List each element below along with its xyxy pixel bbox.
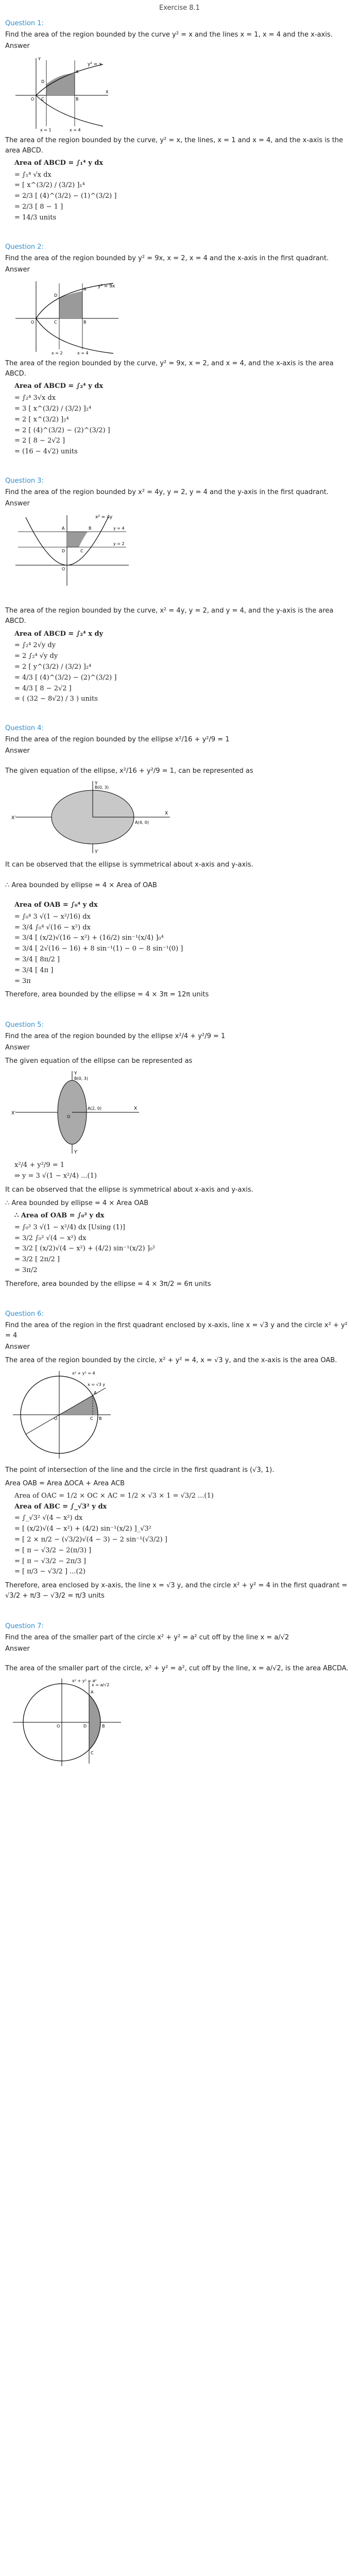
step: = 3/4 [ 2√(16 − 16) + 8 sin⁻¹(1) − 0 − 8 sin⁻¹(0) ] — [14, 945, 183, 953]
question-2 — [5, 242, 354, 457]
graph-q2 — [10, 277, 124, 354]
point-c: C — [80, 549, 83, 554]
question-1 — [5, 19, 354, 223]
line-label-2: x = 2 — [52, 351, 63, 355]
figure-q7 — [10, 1676, 354, 1769]
point-b: B — [76, 96, 79, 101]
point-a: A — [62, 526, 65, 531]
solution-steps — [14, 629, 354, 705]
step: = 3/4 ∫₀⁴ √(16 − x²) dx — [14, 923, 91, 931]
question-text: Find the area of the region bounded by y² = 9x, x = 2, x = 4 and the x-axis in the first quadrant. — [5, 254, 329, 262]
solution-steps — [14, 158, 354, 224]
point-b: B — [89, 526, 92, 531]
question-text: Find the area of the smaller part of the circle x² + y² = a² cut off by the line x = a/√2 — [5, 1633, 289, 1641]
question-3 — [5, 476, 354, 705]
question-heading: Question 2: — [5, 243, 44, 251]
step: = 2 [ (4)^(3/2) − (2)^(3/2) ] — [14, 426, 110, 434]
line-label-1: x = 1 — [40, 127, 52, 131]
point-a: A — [76, 69, 79, 74]
step: = 3π — [14, 977, 31, 985]
curve-label: y² = x — [88, 61, 102, 67]
step: = 3/2 ∫₀² √(4 − x²) dx — [14, 1234, 87, 1242]
graph-q6 — [10, 1368, 113, 1461]
question-heading: Question 1: — [5, 20, 44, 28]
question-heading: Question 3: — [5, 477, 44, 485]
symmetry-text: It can be observed that the ellipse is symmetrical about x-axis and y-axis. — [5, 1185, 253, 1194]
step: = 2 ∫₂⁴ √y dy — [14, 652, 58, 660]
axis-x: X — [134, 1106, 138, 1112]
solution-text: The given equation of the ellipse can be represented as — [5, 1057, 193, 1065]
answer-label: Answer — [5, 747, 30, 755]
circle-label: x² + y² = a² — [72, 1679, 97, 1684]
origin: O — [57, 1724, 60, 1729]
point-c: C — [90, 1416, 93, 1421]
conclusion-text: Therefore, area bounded by the ellipse = 4 × 3π/2 = 6π units — [5, 1280, 211, 1288]
point-b: B — [83, 320, 87, 325]
solution-text: The area of the region bounded by the curve, y² = 9x, x = 2, and x = 4, and the x-axis is the area ABCD. — [5, 360, 334, 378]
figure-q1 — [10, 54, 354, 131]
step: = 3/4 [ 8π/2 ] — [14, 956, 60, 964]
axis-x-neg: X′ — [11, 815, 16, 821]
point-d: D — [83, 1724, 87, 1729]
solution-steps — [14, 1491, 354, 1578]
step: = 3π/2 — [14, 1266, 38, 1274]
answer-label: Answer — [5, 265, 30, 274]
point-a: A(4, 0) — [135, 820, 149, 825]
axis-y: Y — [38, 56, 41, 61]
origin: O — [62, 567, 65, 572]
step: = 3/2 [ 2π/2 ] — [14, 1256, 60, 1264]
solution-steps — [14, 900, 354, 987]
step: = (16 − 4√2) units — [14, 448, 78, 456]
point-d: D — [62, 549, 65, 554]
axis-y: Y — [95, 781, 98, 786]
point-a: A — [83, 287, 87, 292]
step: Area of ABC = ∫_√3² y dx — [14, 1502, 107, 1511]
graph-q3 — [10, 511, 134, 588]
step: = [ 2 × π/2 − (√3/2)√(4 − 3) − 2 sin⁻¹(√3/2) ] — [14, 1536, 167, 1544]
axis-x: X — [165, 810, 168, 816]
step: = ∫_√3² √(4 − x²) dx — [14, 1514, 83, 1522]
question-text: Find the area of the region bounded by the ellipse x²/4 + y²/9 = 1 — [5, 1032, 226, 1040]
question-text: Find the area of the region bounded by x² = 4y, y = 2, y = 4 and the y-axis in the first quadrant. — [5, 488, 329, 497]
curve-label: x² = 4y — [95, 515, 113, 520]
point-b: B — [99, 1416, 102, 1421]
axis-x: X — [106, 89, 109, 94]
step: = [ π/3 − √3/2 ] ...(2) — [14, 1568, 86, 1576]
point-d: D — [54, 293, 58, 298]
axis-y: Y — [74, 1071, 77, 1077]
line-label-4: y = 4 — [113, 526, 125, 531]
solution-text: The area of the region bounded by the curve, y² = x, the lines, x = 1 and x = 4, and the x-axis is the area ABCD. — [5, 136, 344, 155]
origin: O — [67, 1114, 71, 1120]
point-c: C — [91, 1751, 94, 1756]
point-d: D — [41, 79, 45, 84]
point-a: A — [94, 1390, 97, 1395]
step: = 4/3 [ (4)^(3/2) − (2)^(3/2) ] — [14, 673, 117, 682]
circle-label: x² + y² = 4 — [72, 1370, 95, 1376]
point-c: C — [54, 320, 57, 325]
question-text: Find the area of the region bounded by the ellipse x²/16 + y²/9 = 1 — [5, 736, 230, 744]
answer-label: Answer — [5, 1043, 30, 1052]
step: = 2 [ y^(3/2) / (3/2) ]₂⁴ — [14, 663, 92, 671]
step: = ∫₂⁴ 2√y dy — [14, 641, 56, 650]
figure-q4 — [10, 778, 354, 856]
step: = 2/3 [ 8 − 1 ] — [14, 203, 63, 211]
step: Area of ABCD = ∫₂⁴ x dy — [14, 630, 104, 638]
question-4 — [5, 723, 354, 1000]
step: Area of OAC = 1/2 × OC × AC = 1/2 × √3 × 1 = √3/2 ...(1) — [14, 1492, 214, 1500]
step: = 4/3 [ 8 − 2√2 ] — [14, 684, 72, 692]
point-c: C — [41, 96, 44, 101]
ellipse-equation — [14, 1160, 354, 1182]
step: = ∫₁⁴ √x dx — [14, 171, 52, 179]
step: = 3 [ x^(3/2) / (3/2) ]₂⁴ — [14, 404, 92, 413]
answer-label: Answer — [5, 1343, 30, 1351]
question-heading: Question 5: — [5, 1021, 44, 1029]
axis-x-neg: X′ — [11, 1111, 16, 1116]
step: = ∫₀⁴ 3 √(1 − x²/16) dx — [14, 912, 91, 921]
conclusion-text: Therefore, area bounded by the ellipse = 4 × 3π = 12π units — [5, 991, 209, 999]
graph-q7 — [10, 1676, 124, 1769]
step: = ∫₀² 3 √(1 − x²/4) dx [Using (1)] — [14, 1223, 125, 1231]
shaded-region — [46, 73, 75, 95]
answer-label: Answer — [5, 1645, 30, 1653]
question-heading: Question 6: — [5, 1310, 44, 1318]
step: = 2 [ 8 − 2√2 ] — [14, 437, 65, 445]
point-a: A(2, 0) — [88, 1106, 101, 1111]
conclusion-text: Therefore, area enclosed by x-axis, the line x = √3 y, and the circle x² + y² = 4 in the first quadrant = √3/2 + π/3 − √3/2 = π/3 units — [5, 1582, 348, 1600]
graph-q5 — [10, 1069, 144, 1156]
point-b: B(0, 3) — [95, 785, 109, 790]
solution-text: The area of the region bounded by the circle, x² + y² = 4, x = √3 y, and the x-axis is the area OAB. — [5, 1357, 337, 1365]
relation-text: ∴ Area bounded by ellipse = 4 × Area OAB — [5, 1199, 149, 1207]
solution-steps — [14, 1211, 354, 1276]
question-6 — [5, 1309, 354, 1602]
figure-q6 — [10, 1368, 354, 1461]
answer-label: Answer — [5, 500, 30, 508]
step: = 14/3 units — [14, 213, 57, 222]
solution-steps — [14, 381, 354, 457]
step: = [ π − √3/2 − 2(π/3) ] — [14, 1546, 92, 1554]
step: = 3/4 [ (x/2)√(16 − x²) + (16/2) sin⁻¹(x/4) ]₀⁴ — [14, 934, 164, 942]
line-label-4: x = 4 — [70, 127, 81, 131]
solution-text: The area of the region bounded by the curve, x² = 4y, y = 2, and y = 4, and the y-axis is the area ABCD. — [5, 607, 334, 625]
step: = 2 [ x^(3/2) ]₂⁴ — [14, 415, 69, 423]
curve-label: y² = 9x — [98, 284, 115, 290]
question-5 — [5, 1020, 354, 1290]
intersection-text: The point of intersection of the line and the circle in the first quadrant is (√3, 1). — [5, 1466, 275, 1474]
answer-label: Answer — [5, 42, 30, 50]
figure-q3 — [10, 511, 354, 588]
axis-y-neg: Y′ — [95, 849, 99, 855]
shaded-region — [89, 1695, 100, 1750]
solution-text: The area of the smaller part of the circle, x² + y² = a², cut off by the line, x = a/√2, is the area ABCDA. — [5, 1664, 349, 1672]
question-heading: Question 7: — [5, 1622, 44, 1630]
question-7 — [5, 1621, 354, 1769]
axis-y-neg: Y′ — [74, 1150, 78, 1156]
step: = ∫₂⁴ 3√x dx — [14, 394, 56, 402]
step: Area of ABCD = ∫₂⁴ y dx — [14, 382, 104, 391]
step: = 2/3 [ (4)^(3/2) − (1)^(3/2) ] — [14, 192, 117, 200]
symmetry-text: It can be observed that the ellipse is symmetrical about x-axis and y-axis. — [5, 860, 253, 869]
point-a: A — [91, 1690, 94, 1695]
step: Area of OAB = ∫₀⁴ y dx — [14, 901, 98, 909]
question-text: Find the area of the region in the first quadrant enclosed by x-axis, line x = √3 y and the circle x² + y² = 4 — [5, 1321, 348, 1340]
line-label-4: x = 4 — [77, 351, 89, 355]
page-title: Exercise 8.1 — [159, 4, 200, 12]
relation-text: Area OAB = Area ΔOCA + Area ACB — [5, 1479, 125, 1487]
line-label: x = a/√2 — [92, 1683, 110, 1688]
step: ∴ Area of OAB = ∫₀² y dx — [14, 1211, 105, 1219]
line-label: x = √3 y — [88, 1382, 105, 1387]
graph-q1 — [10, 54, 113, 131]
relation-text: ∴ Area bounded by ellipse = 4 × Area of OAB — [5, 881, 157, 889]
shaded-region — [59, 291, 82, 318]
figure-q2 — [10, 277, 354, 354]
step: = 3/2 [ (x/2)√(4 − x²) + (4/2) sin⁻¹(x/2) ]₀² — [14, 1245, 156, 1253]
point-b: B(0, 3) — [74, 1076, 88, 1081]
origin: O — [54, 1416, 58, 1421]
step: = [ x^(3/2) / (3/2) ]₁⁴ — [14, 181, 85, 190]
equation-form: x²/4 + y²/9 = 1 — [14, 1161, 64, 1170]
step: = 3/4 [ 4π ] — [14, 966, 54, 974]
origin: O — [31, 96, 35, 101]
step: = ( (32 − 8√2) / 3 ) units — [14, 695, 98, 703]
step: Area of ABCD = ∫₁⁴ y dx — [14, 159, 104, 167]
graph-q4 — [10, 778, 175, 856]
figure-q5 — [10, 1069, 354, 1156]
solution-text: The given equation of the ellipse, x²/16 + y²/9 = 1, can be represented as — [5, 767, 253, 775]
point-b: B — [102, 1724, 105, 1729]
shaded-region — [67, 532, 88, 547]
origin: O — [31, 320, 35, 325]
line-label-2: y = 2 — [113, 541, 125, 547]
step: = [ (x/2)√(4 − x²) + (4/2) sin⁻¹(x/2) ]_√3² — [14, 1525, 151, 1533]
step: = [ π − √3/2 − 2π/3 ] — [14, 1557, 86, 1565]
question-heading: Question 4: — [5, 724, 44, 733]
question-text: Find the area of the region bounded by the curve y² = x and the lines x = 1, x = 4 and the x-axis. — [5, 31, 333, 39]
equation-solved: ⇒ y = 3 √(1 − x²/4) ...(1) — [14, 1172, 97, 1180]
